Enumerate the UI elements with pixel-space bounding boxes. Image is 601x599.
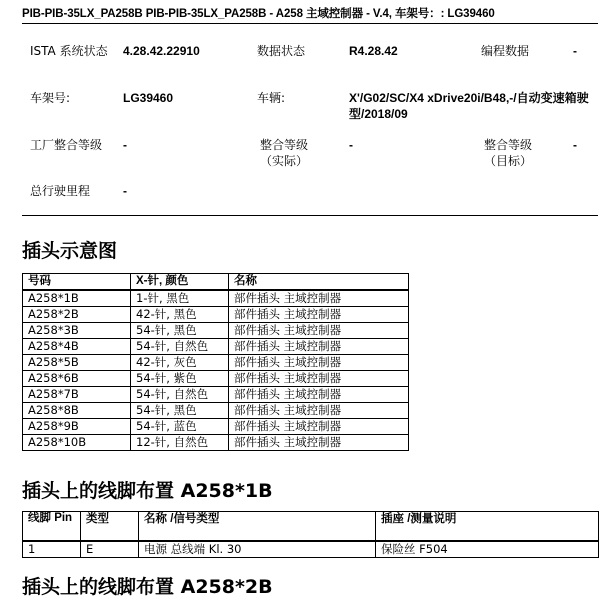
table-header-row xyxy=(23,274,409,291)
connector-number-cell: A258*6B xyxy=(23,371,131,387)
column-header-pins-color: X-针, 颜色 xyxy=(131,274,229,291)
connector-number-cell: A258*10B xyxy=(23,435,131,451)
type-cell: E xyxy=(81,541,139,558)
table-row xyxy=(23,355,409,371)
connector-name-cell: 部件插头 主域控制器 xyxy=(229,403,409,419)
target-level-label: 整合等级（目标） xyxy=(483,138,532,168)
table-row xyxy=(23,339,409,355)
connector-name-cell: 部件插头 主域控制器 xyxy=(229,290,409,307)
vin-value: LG39460 xyxy=(123,91,174,105)
column-header-name: 名称 xyxy=(229,274,409,291)
programming-value: - xyxy=(573,44,577,58)
connector-name-cell: 部件插头 主域控制器 xyxy=(229,371,409,387)
factory-level-label: 工厂整合等级 xyxy=(30,138,103,152)
mileage-label: 总行驶里程 xyxy=(30,184,91,198)
connector-name-cell: 部件插头 主域控制器 xyxy=(229,307,409,323)
mileage-value: - xyxy=(123,184,127,198)
table-row xyxy=(23,387,409,403)
pins-color-cell: 1-针, 黑色 xyxy=(131,290,229,307)
pins-color-cell: 54-针, 紫色 xyxy=(131,371,229,387)
connector-name-cell: 部件插头 主域控制器 xyxy=(229,435,409,451)
table-row xyxy=(23,323,409,339)
connector-number-cell: A258*7B xyxy=(23,387,131,403)
target-level-value: - xyxy=(573,138,577,152)
info-divider xyxy=(22,215,598,216)
column-header-type: 类型 xyxy=(81,512,139,542)
connector-number-cell: A258*8B xyxy=(23,403,131,419)
table-row xyxy=(23,541,599,558)
connector-name-cell: 部件插头 主域控制器 xyxy=(229,387,409,403)
table-row xyxy=(23,435,409,451)
data-status-value: R4.28.42 xyxy=(349,44,398,58)
pin-cell: 1 xyxy=(23,541,81,558)
pins-color-cell: 54-针, 自然色 xyxy=(131,339,229,355)
pins-color-cell: 54-针, 自然色 xyxy=(131,387,229,403)
table-row xyxy=(23,419,409,435)
connector-overview-table xyxy=(22,273,409,451)
connector-name-cell: 部件插头 主域控制器 xyxy=(229,339,409,355)
column-header-number: 号码 xyxy=(23,274,131,291)
connector-overview-heading: 插头示意图 xyxy=(22,240,118,262)
connector-number-cell: A258*2B xyxy=(23,307,131,323)
data-status-label: 数据状态 xyxy=(257,44,306,58)
header-divider xyxy=(22,23,598,24)
ista-value: 4.28.42.22910 xyxy=(123,44,200,58)
vin-label: 车架号: xyxy=(30,91,71,105)
column-header-pin: 线脚 Pin xyxy=(23,512,81,542)
connector-number-cell: A258*4B xyxy=(23,339,131,355)
programming-label: 编程数据 xyxy=(481,44,530,58)
column-header-socket: 插座 /测量说明 xyxy=(376,512,599,542)
actual-level-label: 整合等级（实际） xyxy=(259,138,308,168)
column-header-signal: 名称 /信号类型 xyxy=(139,512,376,542)
connector-name-cell: 部件插头 主域控制器 xyxy=(229,355,409,371)
signal-cell: 电源 总线端 Kl. 30 xyxy=(139,541,376,558)
connector-name-cell: 部件插头 主域控制器 xyxy=(229,419,409,435)
connector-number-cell: A258*9B xyxy=(23,419,131,435)
connector-number-cell: A258*1B xyxy=(23,290,131,307)
socket-cell: 保险丝 F504 xyxy=(376,541,599,558)
connector-number-cell: A258*3B xyxy=(23,323,131,339)
pins-color-cell: 12-针, 自然色 xyxy=(131,435,229,451)
pins-color-cell: 42-针, 黑色 xyxy=(131,307,229,323)
pin-layout-1b-table xyxy=(22,511,599,558)
pin-layout-2b-heading: 插头上的线脚布置 A258*2B xyxy=(22,576,273,598)
connector-name-cell: 部件插头 主域控制器 xyxy=(229,323,409,339)
actual-level-value: - xyxy=(349,138,353,152)
table-row xyxy=(23,307,409,323)
pin-layout-1b-heading: 插头上的线脚布置 A258*1B xyxy=(22,480,273,502)
pins-color-cell: 54-针, 黑色 xyxy=(131,323,229,339)
vehicle-label: 车辆: xyxy=(257,91,286,105)
pins-color-cell: 54-针, 蓝色 xyxy=(131,419,229,435)
vehicle-value: X'/G02/SC/X4 xDrive20i/B48,-/自动变速箱驶型/2018/09 xyxy=(349,91,589,121)
pins-color-cell: 54-针, 黑色 xyxy=(131,403,229,419)
ista-label: ISTA 系统状态 xyxy=(30,44,108,58)
table-row xyxy=(23,290,409,307)
table-header-row xyxy=(23,512,599,542)
pins-color-cell: 42-针, 灰色 xyxy=(131,355,229,371)
table-row xyxy=(23,403,409,419)
connector-number-cell: A258*5B xyxy=(23,355,131,371)
factory-level-value: - xyxy=(123,138,127,152)
document-header: PIB-PIB-35LX_PA258B PIB-PIB-35LX_PA258B - A258 主域控制器 - V.4, 车架号：: LG39460 xyxy=(22,8,495,20)
table-row xyxy=(23,371,409,387)
